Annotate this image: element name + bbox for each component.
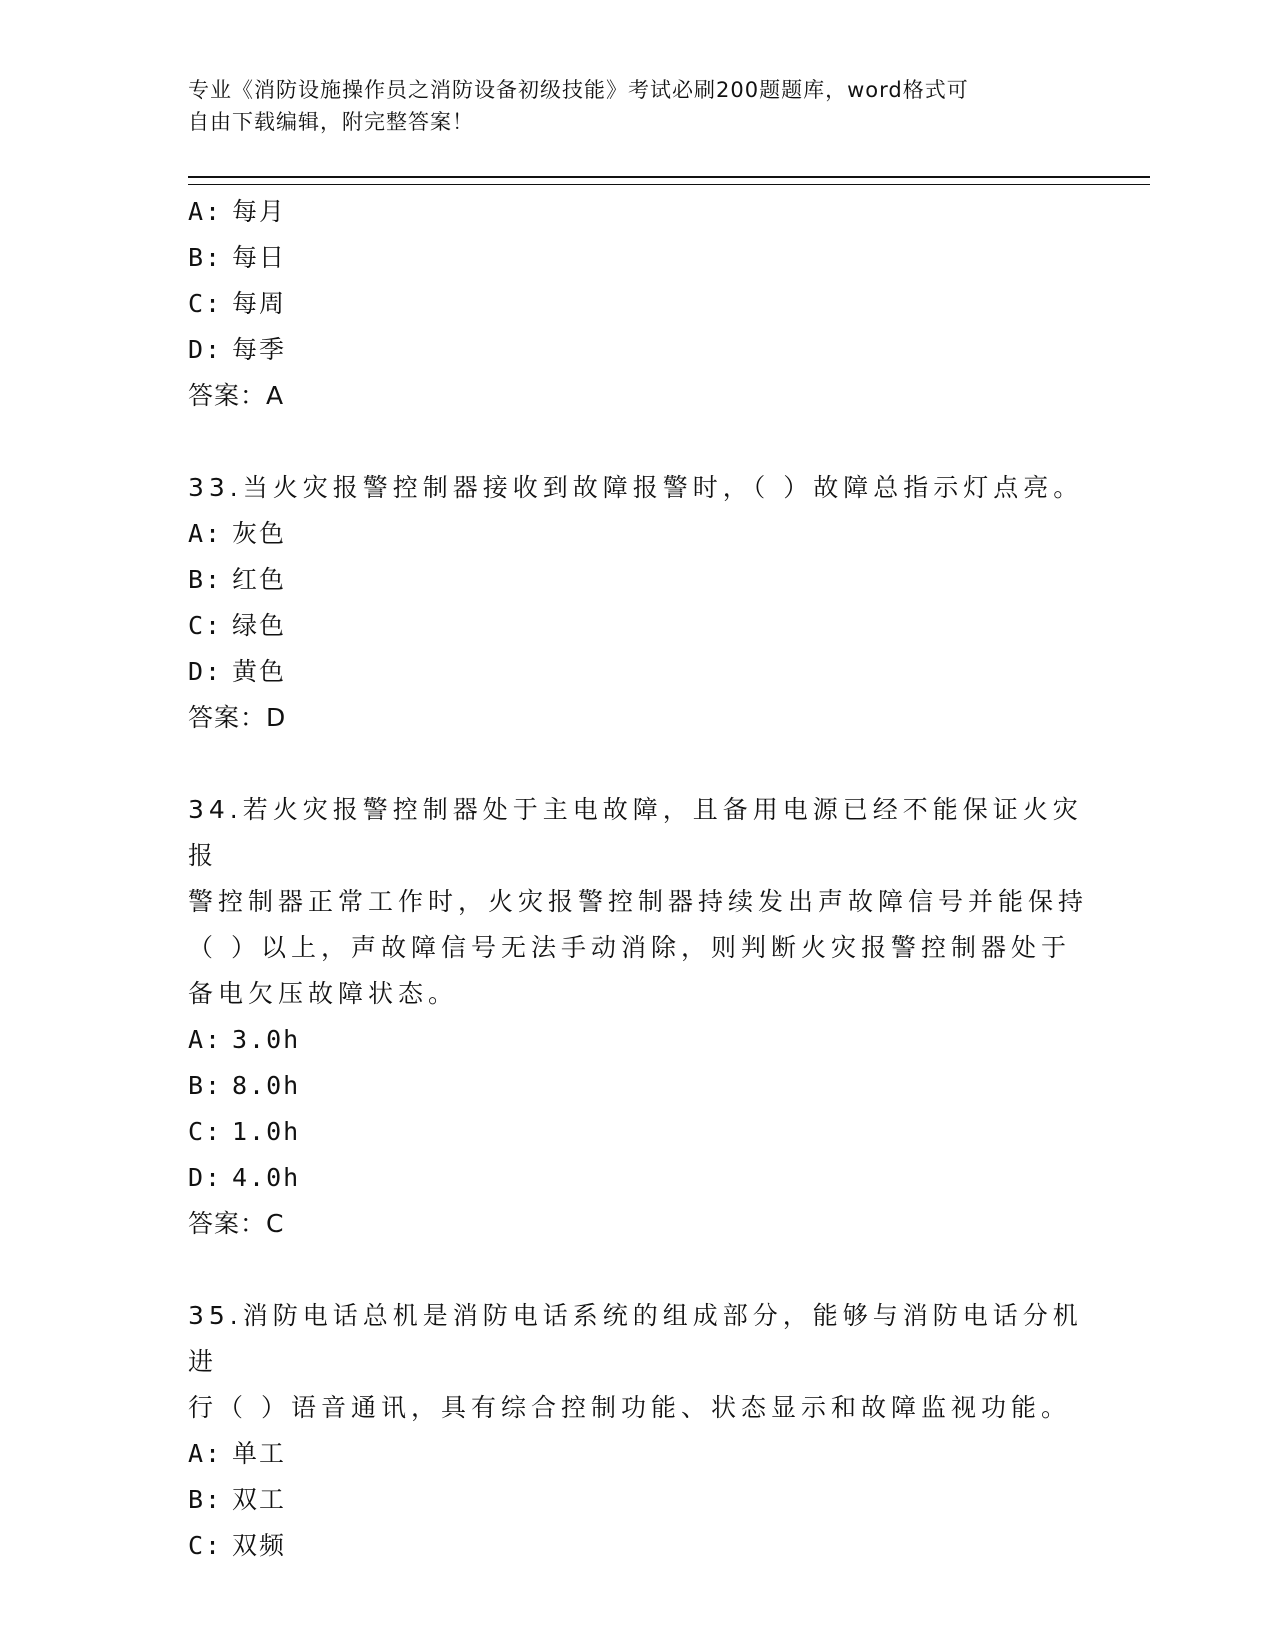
option-c: C: 1.0h (188, 1117, 301, 1146)
question-stem-line: （ ）以上，声故障信号无法手动消除，则判断火灾报警控制器处于 (188, 933, 1071, 962)
answer-line: 答案：A (188, 381, 285, 410)
option-d: D: 黄色 (188, 657, 287, 686)
spacer (188, 741, 1088, 787)
question-stem-line: 备电欠压故障状态。 (188, 979, 459, 1008)
option-b: B: 8.0h (188, 1071, 301, 1100)
option-b: B: 每日 (188, 243, 287, 272)
spacer (188, 1247, 1088, 1293)
question-stem-line: 35.消防电话总机是消防电话系统的组成部分，能够与消防电话分机进 (188, 1301, 1083, 1376)
option-b: B: 双工 (188, 1485, 287, 1514)
question-list (188, 189, 1088, 1569)
header-line-1: 专业《消防设施操作员之消防设备初级技能》考试必刷200题题库，word格式可 (188, 78, 969, 102)
question-32-options (188, 189, 1088, 419)
option-b: B: 红色 (188, 565, 287, 594)
option-d: D: 4.0h (188, 1163, 301, 1192)
header-divider (188, 176, 1150, 185)
option-c: C: 每周 (188, 289, 287, 318)
document-header (188, 74, 1088, 138)
option-a: A: 每月 (188, 197, 287, 226)
question-stem-line: 33.当火灾报警控制器接收到故障报警时，（ ）故障总指示灯点亮。 (188, 473, 1084, 502)
answer-line: 答案：D (188, 703, 287, 732)
option-a: A: 3.0h (188, 1025, 301, 1054)
option-a: A: 单工 (188, 1439, 287, 1468)
spacer (188, 419, 1088, 465)
question-stem-line: 34.若火灾报警控制器处于主电故障，且备用电源已经不能保证火灾报 (188, 795, 1083, 870)
question-stem-line: 行（ ）语音通讯，具有综合控制功能、状态显示和故障监视功能。 (188, 1393, 1071, 1422)
option-c: C: 双频 (188, 1531, 287, 1560)
answer-line: 答案：C (188, 1209, 285, 1238)
question-35 (188, 1293, 1088, 1569)
header-line-2: 自由下载编辑，附完整答案！ (188, 110, 474, 134)
question-34 (188, 787, 1088, 1247)
option-a: A: 灰色 (188, 519, 287, 548)
question-stem-line: 警控制器正常工作时，火灾报警控制器持续发出声故障信号并能保持 (188, 887, 1089, 916)
question-33 (188, 465, 1088, 741)
option-c: C: 绿色 (188, 611, 287, 640)
option-d: D: 每季 (188, 335, 287, 364)
